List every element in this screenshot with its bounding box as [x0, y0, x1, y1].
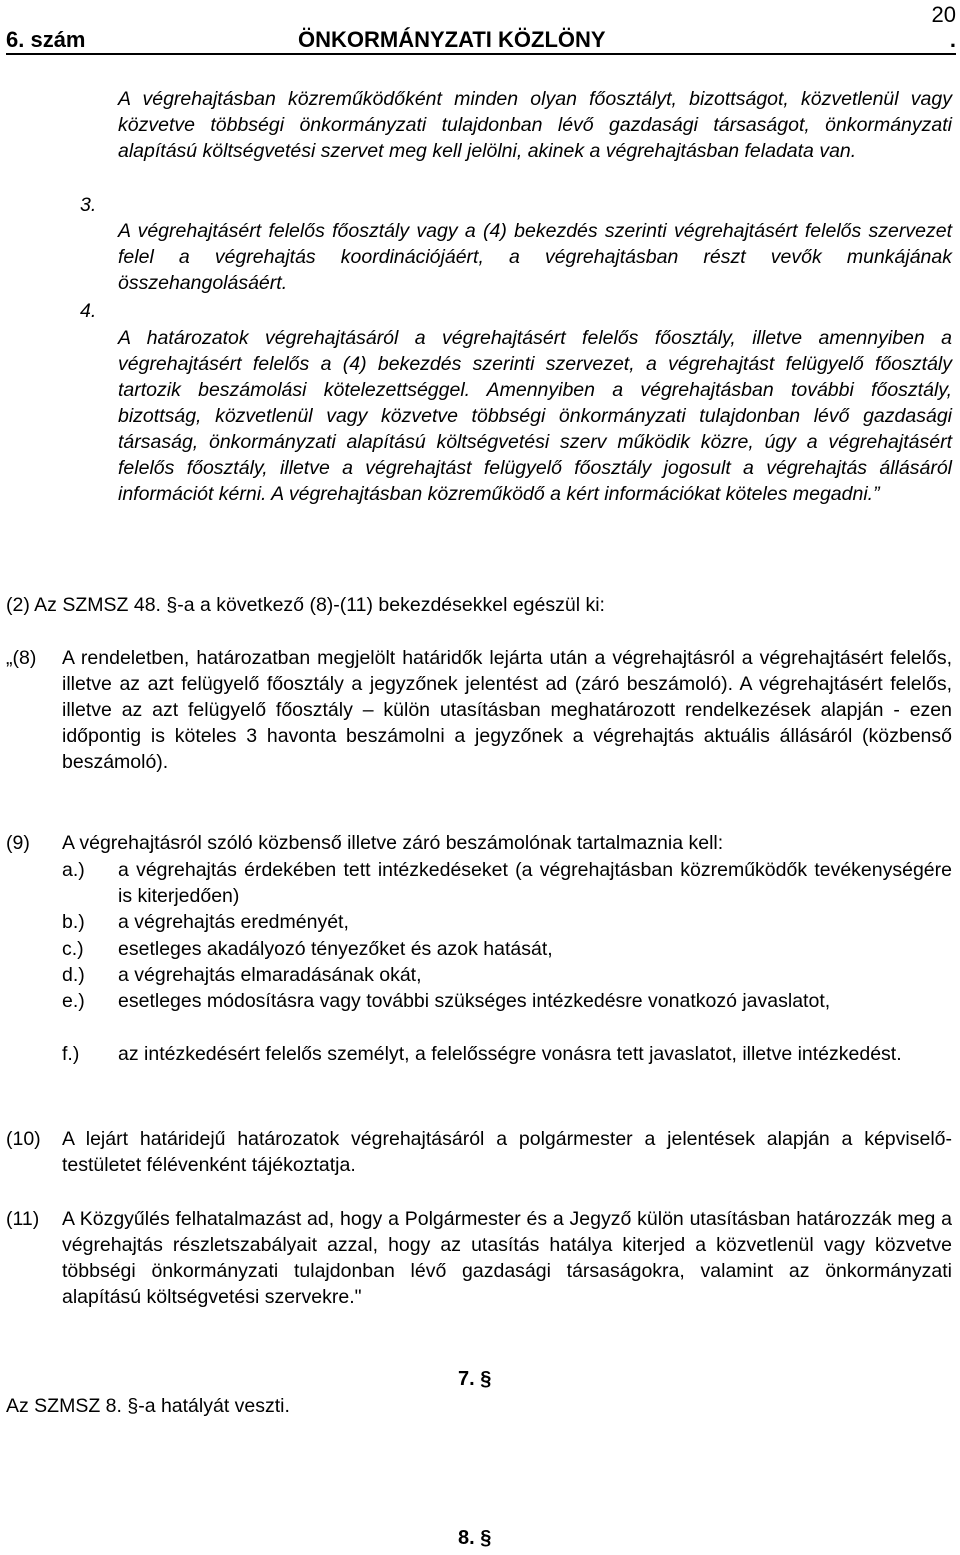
list-item-text: az intézkedésért felelős személyt, a felelősségre vonásra tett javaslatot, illetve intézkedést.: [118, 1043, 902, 1065]
list-item-label: f.): [62, 1043, 80, 1065]
intro-paragraph: A végrehajtásban közreműködőként minden olyan főosztályt, bizottságot, közvetlenül vagy közvetve többségi önkormányzati tulajdonban lévő gazdasági társaságot, önkormányzati alapítású költségvetési szervet meg kell jelölni, akinek a végrehajtásban feladata van.: [118, 88, 952, 162]
list-item-text: esetleges módosításra vagy további szükséges intézkedésre vonatkozó javaslatot,: [118, 990, 831, 1012]
list-item-label: c.): [62, 938, 84, 960]
item-4-text: A határozatok végrehajtásáról a végrehajtásért felelős főosztály, illetve amennyiben a végrehajtásért felelős a (4) bekezdés szerinti szervezet, a végrehajtást felügyelő főosztály tartozik beszámolási kötelezettséggel. Amennyiben a végrehajtásban további főosztály, bizottság, közvetlenül vagy közvetve többségi önkormányzati tulajdonban lévő gazdasági társaság, önkormányzati alapítású költségvetési szerv működik közre, úgy a végrehajtásért felelős főosztály, illetve a végrehajtást felügyelő főosztály jogosult a végrehajtás állásáról információt kérni. A végrehajtásban közreműködő a kért információkat köteles megadni.”: [118, 327, 952, 505]
paragraph-2: (2) Az SZMSZ 48. §-a a következő (8)-(11) bekezdésekkel egészül ki:: [6, 594, 605, 616]
paragraph-11-label: (11): [6, 1208, 40, 1230]
list-item-label: d.): [62, 964, 85, 986]
paragraph-8-label: „(8): [6, 647, 37, 669]
paragraph-10-text: A lejárt határidejű határozatok végrehajtásáról a polgármester a jelentések alapján a képviselő-testületet félévenként tájékoztatja.: [62, 1128, 952, 1176]
section-8-heading: 8. §: [458, 1527, 492, 1549]
section-7-heading: 7. §: [458, 1368, 492, 1390]
list-item-label: e.): [62, 990, 85, 1012]
page-header: [6, 27, 956, 55]
section-7-text: Az SZMSZ 8. §-a hatályát veszti.: [6, 1395, 290, 1417]
page-number: 20: [931, 2, 956, 27]
paragraph-8-text: A rendeletben, határozatban megjelölt határidők lejárta után a végrehajtásról a végrehajtásért felelős, illetve az azt felügyelő főosztály a jegyzőnek jelentést ad (záró beszámoló). A végrehajtásért felelős, illetve az azt felügyelő főosztály – külön utasításban meghatározott rendelkezések alapján - ezen időpontig is köteles 3 havonta beszámolni a jegyzőnek a végrehajtás aktuális állásáról (közbenső beszámoló).: [62, 647, 952, 773]
item-3-text: A végrehajtásért felelős főosztály vagy a (4) bekezdés szerinti végrehajtásért felelős szervezet felel a végrehajtás koordinációjáért, a végrehajtásban részt vevők munkájának összehangolásáért.: [118, 220, 952, 294]
publication-title: ÖNKORMÁNYZATI KÖZLÖNY: [298, 27, 606, 52]
list-item-label: b.): [62, 911, 85, 933]
paragraph-9-label: (9): [6, 832, 30, 854]
item-3-number: 3.: [80, 194, 97, 216]
item-4-number: 4.: [80, 300, 97, 322]
issue-number: 6. szám: [6, 27, 86, 52]
header-dot: .: [949, 27, 956, 52]
paragraph-9-text: A végrehajtásról szóló közbenső illetve záró beszámolónak tartalmaznia kell:: [62, 832, 724, 854]
list-item-text: a végrehajtás érdekében tett intézkedéseket (a végrehajtásban közreműködők tevékenységére is kiterjedően): [118, 859, 952, 907]
paragraph-11-text: A Közgyűlés felhatalmazást ad, hogy a Polgármester és a Jegyző külön utasításban határozzák meg a végrehajtás részletszabályait azzal, hogy az utasítás hatálya kiterjed a közvetlenül vagy közvetve többségi önkormányzati tulajdonban lévő gazdasági társaságokra, valamint az önkormányzati alapítású költségvetési szervekre.": [62, 1208, 952, 1308]
paragraph-10-label: (10): [6, 1128, 41, 1150]
list-item-text: esetleges akadályozó tényezőket és azok hatását,: [118, 938, 553, 960]
list-item-text: a végrehajtás elmaradásának okát,: [118, 964, 422, 986]
list-item-label: a.): [62, 859, 85, 881]
list-item-text: a végrehajtás eredményét,: [118, 911, 349, 933]
